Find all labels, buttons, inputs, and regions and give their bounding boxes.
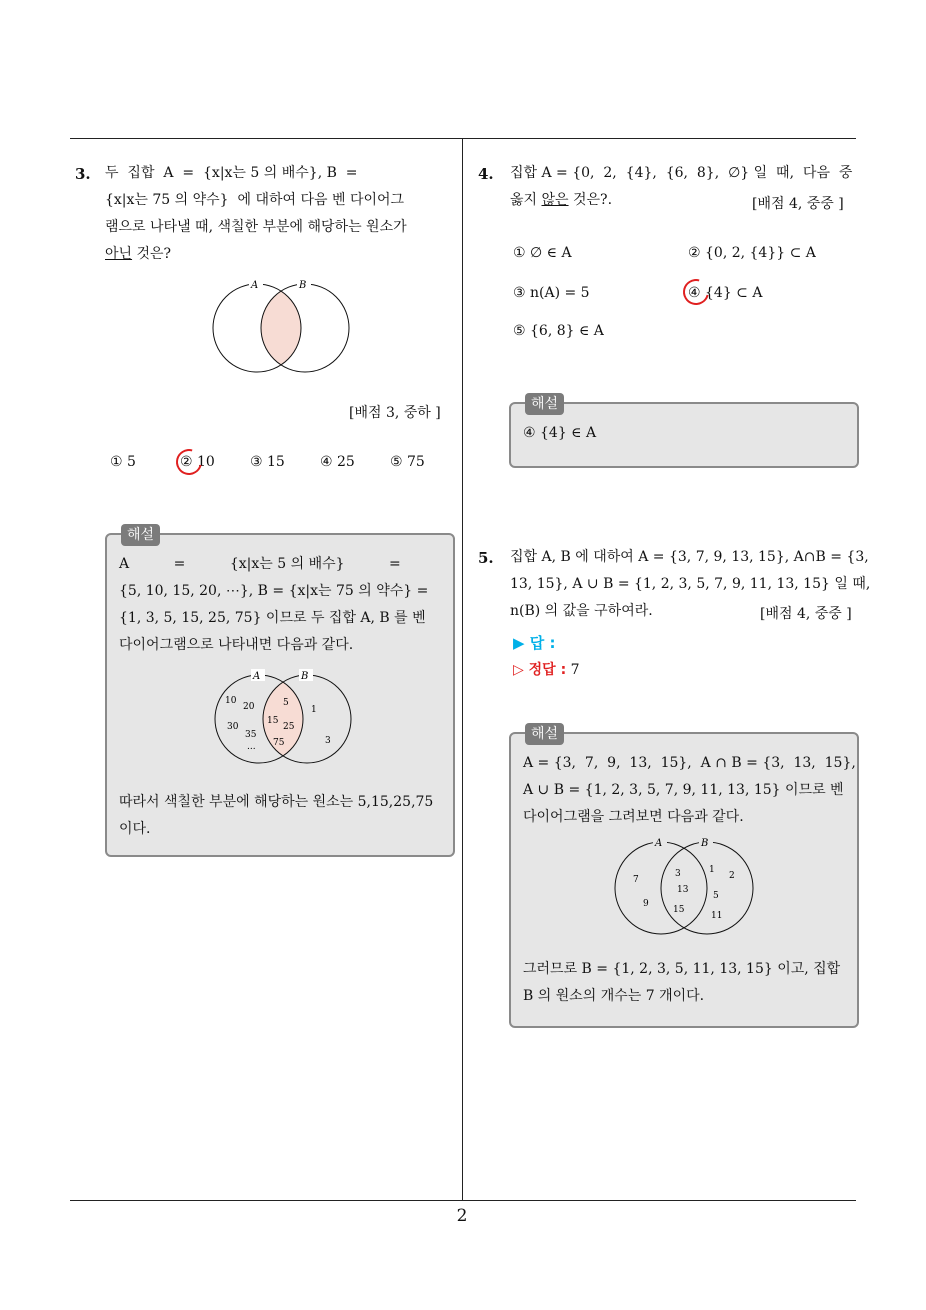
q3-venn-element: 3: [325, 736, 331, 746]
bottom-rule: [70, 1200, 856, 1201]
q4-choice-3[interactable]: ③ n(A) = 5: [513, 285, 590, 301]
q5-venn-element: 15: [673, 905, 685, 915]
q3-explanation-text: [119, 551, 443, 659]
q4-line-1: 집합 A = {0, 2, {4}, {6, 8}, ∅} 일 때, 다음 중: [510, 165, 853, 181]
q5-exp-line-1: A = {3, 7, 9, 13, 15}, A ∩ B = {3, 13, 15},: [523, 755, 856, 771]
q5-line-3: n(B) 의 값을 구하여라.: [510, 603, 653, 619]
q3-line-1: 두 집합 A = {x|x는 5 의 배수}, B =: [105, 165, 358, 181]
q3-venn-label-b: B: [299, 280, 307, 291]
q3-line-4: [105, 241, 455, 268]
q3-venn-element: 75: [273, 738, 285, 748]
q5-venn-element: 13: [677, 885, 689, 895]
q3-line-4-rest: 것은?: [132, 246, 172, 262]
q5-venn-element: 9: [643, 899, 649, 909]
q3-choice-4[interactable]: ④ 25: [320, 454, 355, 470]
q4-explanation-label: 해설: [525, 393, 564, 415]
q3-venn-element: 15: [267, 716, 279, 726]
q3-exp-venn-label-b: B: [301, 671, 309, 682]
q3-venn-element: 5: [283, 698, 289, 708]
q3-exp-venn-label-a: A: [253, 671, 261, 682]
q3-exp-line-4: 다이어그램으로 나타내면 다음과 같다.: [119, 637, 354, 653]
q5-exp-conclusion-1: 그러므로 B = {1, 2, 3, 5, 11, 13, 15} 이고, 집합: [523, 961, 841, 977]
q5-exp-conclusion-2: B 의 원소의 개수는 7 개이다.: [523, 988, 705, 1004]
q5-correct-label: ▷ 정답 :: [513, 662, 567, 678]
q5-score: [배점 4, 중중 ]: [760, 606, 852, 622]
q3-exp-conclusion-1: 따라서 색칠한 부분에 해당하는 원소는 5,15,25,75: [119, 794, 434, 810]
q3-number: 3.: [75, 165, 91, 183]
q3-exp-line-1: A = {x|x는 5 의 배수} =: [119, 556, 401, 572]
q3-underlined-word: 아닌: [105, 246, 133, 262]
q5-explanation-conclusion: [523, 956, 853, 1010]
q3-line-3: 램으로 나타낼 때, 색칠한 부분에 해당하는 원소가: [105, 219, 407, 235]
column-divider: [462, 139, 463, 1201]
q3-choice-1[interactable]: ① 5: [110, 454, 136, 470]
q4-underlined-word: 않은: [541, 192, 569, 208]
q3-explanation-label: 해설: [121, 524, 160, 546]
q5-line-1: 집합 A, B 에 대하여 A = {3, 7, 9, 13, 15}, A∩B = {3,: [510, 549, 869, 565]
q3-exp-line-2: {5, 10, 15, 20, ⋯}, B = {x|x는 75 의 약수} =: [119, 583, 429, 599]
q5-correct-row: [513, 659, 580, 679]
q4-choice-4[interactable]: ④ {4} ⊂ A: [688, 285, 763, 301]
q5-number: 5.: [478, 549, 494, 567]
q4-explanation-box: [509, 396, 859, 468]
q5-venn-element: 11: [711, 911, 723, 921]
q5-explanation-box: [509, 726, 859, 1028]
q5-exp-venn-label-b: B: [701, 838, 709, 849]
q3-question: [105, 160, 455, 268]
q5-correct-value: 7: [570, 662, 580, 678]
q4-score: [배점 4, 중중 ]: [752, 196, 844, 212]
q3-venn-element: 25: [283, 722, 295, 732]
q3-answer-mark: [171, 444, 207, 480]
q3-venn-diagram: [205, 278, 355, 378]
q4-explanation-text: ④ {4} ∈ A: [523, 425, 597, 441]
q3-choice-2[interactable]: ② 10: [180, 454, 215, 470]
q4-choice-5[interactable]: ⑤ {6, 8} ∈ A: [513, 323, 604, 339]
q4-line-2-rest: 것은?.: [568, 192, 613, 208]
q5-line-2: 13, 15}, A ∪ B = {1, 2, 3, 5, 7, 9, 11, 13, 15} 일 때,: [510, 576, 871, 592]
q5-exp-venn-label-a: A: [655, 838, 663, 849]
q5-venn-element: 7: [633, 875, 639, 885]
q3-choice-3[interactable]: ③ 15: [250, 454, 285, 470]
q5-venn-element: 2: [729, 871, 735, 881]
q3-explanation-box: [105, 527, 455, 857]
q3-score: [배점 3, 중하 ]: [349, 405, 441, 421]
q3-venn-element: ...: [247, 742, 256, 752]
q5-explanation-label: 해설: [525, 723, 564, 745]
q3-venn-element: 35: [245, 730, 257, 740]
q3-choice-5[interactable]: ⑤ 75: [390, 454, 425, 470]
q3-venn-element: 10: [225, 696, 237, 706]
q3-venn-element: 30: [227, 722, 239, 732]
q3-exp-line-3: {1, 3, 5, 15, 25, 75} 이므로 두 집합 A, B 를 벤: [119, 610, 426, 626]
q4-choice-2[interactable]: ② {0, 2, {4}} ⊂ A: [688, 245, 816, 261]
q5-venn-element: 5: [713, 891, 719, 901]
q3-explanation-conclusion: [119, 789, 449, 843]
q3-exp-conclusion-2: 이다.: [119, 821, 151, 837]
q5-venn-element: 3: [675, 869, 681, 879]
q3-line-2: {x|x는 75 의 약수} 에 대하여 다음 벤 다이어그: [105, 192, 405, 208]
q5-venn-element: 1: [709, 865, 715, 875]
q5-exp-line-3: 다이어그램을 그려보면 다음과 같다.: [523, 809, 744, 825]
q4-line-2-prefix: 옳지: [510, 192, 542, 208]
q5-explanation-venn: [611, 834, 761, 938]
q4-answer-mark: [678, 274, 714, 310]
q4-choice-1[interactable]: ① ∅ ∈ A: [513, 245, 572, 261]
q3-explanation-venn: [207, 667, 357, 767]
q5-answer-label: ▶ 답 :: [513, 634, 556, 652]
q3-venn-element: 1: [311, 705, 317, 715]
q5-explanation-text: [523, 750, 856, 831]
top-rule: [70, 138, 856, 139]
q3-venn-label-a: A: [251, 280, 259, 291]
q5-exp-line-2: A ∪ B = {1, 2, 3, 5, 7, 9, 11, 13, 15} 이므로 벤: [523, 782, 844, 798]
q4-number: 4.: [478, 165, 494, 183]
page-number: 2: [456, 1206, 468, 1226]
q3-venn-element: 20: [243, 702, 255, 712]
